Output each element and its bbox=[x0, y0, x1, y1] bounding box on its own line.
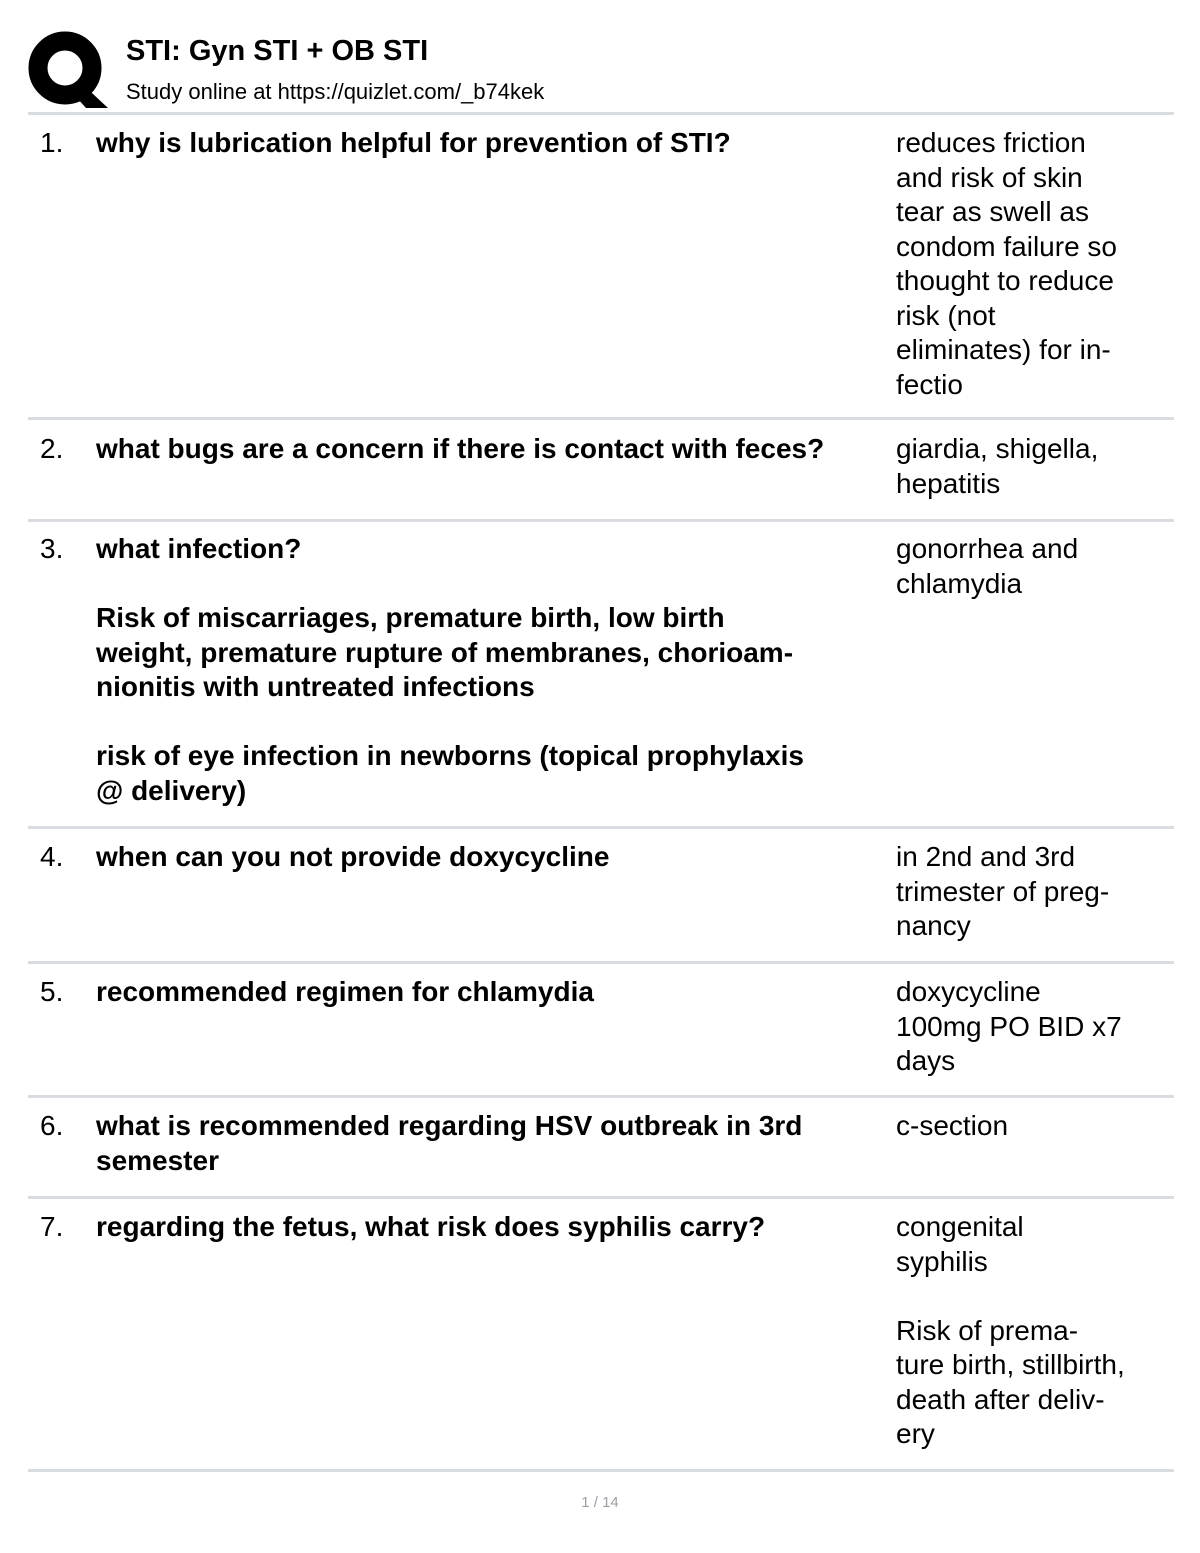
text-line: when can you not provide doxycycline bbox=[96, 841, 610, 872]
card-answer bbox=[896, 1210, 1176, 1452]
text-line: recommended regimen for chlamydia bbox=[96, 976, 594, 1007]
card-number: 1. bbox=[40, 127, 64, 158]
text-line: nancy bbox=[896, 910, 971, 941]
quizlet-logo-icon bbox=[28, 30, 108, 110]
card-answer bbox=[896, 840, 1176, 944]
divider bbox=[28, 826, 1174, 829]
page-header bbox=[28, 30, 1174, 112]
card-number: 7. bbox=[40, 1211, 64, 1242]
divider bbox=[28, 961, 1174, 964]
divider bbox=[28, 112, 1174, 115]
text-line: days bbox=[896, 1045, 956, 1076]
card-question bbox=[96, 126, 896, 161]
text-line: what bugs are a concern if there is contact with feces? bbox=[96, 433, 825, 464]
text-line: gonorrhea and bbox=[896, 533, 1079, 564]
card-answer bbox=[896, 1109, 1176, 1144]
divider bbox=[28, 519, 1174, 522]
blank-line bbox=[96, 567, 896, 602]
text-line: tear as swell as bbox=[896, 196, 1089, 227]
text-line: why is lubrication helpful for prevention of STI? bbox=[96, 127, 731, 158]
divider bbox=[28, 1469, 1174, 1472]
text-line: what is recommended regarding HSV outbreak in 3rd bbox=[96, 1110, 803, 1141]
study-online-link[interactable]: Study online at https://quizlet.com/_b74kek bbox=[126, 79, 545, 104]
text-line: regarding the fetus, what risk does syphilis carry? bbox=[96, 1211, 766, 1242]
card-number: 2. bbox=[40, 433, 64, 464]
text-line: thought to reduce bbox=[896, 265, 1114, 296]
text-line: weight, premature rupture of membranes, chorioam- bbox=[96, 636, 794, 668]
text-line: trimester of preg- bbox=[896, 875, 1110, 907]
card-number: 5. bbox=[40, 976, 64, 1007]
text-line: and risk of skin bbox=[896, 161, 1083, 193]
text-line: c-section bbox=[896, 1110, 1009, 1141]
text-line: doxycycline bbox=[896, 976, 1041, 1007]
page-number: 1 / 14 bbox=[581, 1494, 619, 1511]
card-question bbox=[96, 532, 896, 808]
card-number: 4. bbox=[40, 841, 64, 872]
text-line: 100mg PO BID x7 bbox=[896, 1010, 1122, 1042]
card-answer bbox=[896, 126, 1176, 402]
document-title: STI: Gyn STI + OB STI bbox=[126, 35, 429, 67]
text-line: reduces friction bbox=[896, 127, 1086, 158]
text-line: hepatitis bbox=[896, 467, 1001, 499]
divider bbox=[28, 1196, 1174, 1199]
text-line: ery bbox=[896, 1418, 935, 1449]
text-line: nionitis with untreated infections bbox=[96, 671, 535, 702]
card-answer bbox=[896, 975, 1176, 1079]
card-answer bbox=[896, 432, 1176, 501]
divider bbox=[28, 1095, 1174, 1098]
text-line: Risk of prema- bbox=[896, 1314, 1079, 1346]
text-line: giardia, shigella, bbox=[896, 433, 1099, 464]
text-line: condom failure so bbox=[896, 230, 1118, 262]
card-question bbox=[96, 432, 896, 467]
card-number: 6. bbox=[40, 1110, 64, 1141]
text-line: in 2nd and 3rd bbox=[896, 841, 1076, 872]
card-number: 3. bbox=[40, 533, 64, 564]
text-line: risk (not bbox=[896, 299, 996, 331]
divider bbox=[28, 417, 1174, 420]
blank-line bbox=[96, 705, 896, 740]
text-line: death after deliv- bbox=[896, 1383, 1105, 1415]
card-question bbox=[96, 975, 896, 1010]
text-line: @ delivery) bbox=[96, 774, 247, 806]
text-line: ture birth, stillbirth, bbox=[896, 1349, 1125, 1380]
text-line: semester bbox=[96, 1144, 219, 1176]
card-question bbox=[96, 840, 896, 875]
text-line: chlamydia bbox=[896, 567, 1023, 599]
text-line: Risk of miscarriages, premature birth, low birth bbox=[96, 602, 725, 633]
text-line: eliminates) for in- bbox=[896, 334, 1111, 365]
text-line: fectio bbox=[896, 368, 963, 400]
text-line: congenital bbox=[896, 1211, 1024, 1242]
card-question bbox=[96, 1210, 896, 1245]
text-line: what infection? bbox=[96, 533, 302, 564]
text-line: syphilis bbox=[896, 1245, 988, 1277]
card-question bbox=[96, 1109, 896, 1178]
card-answer bbox=[896, 532, 1176, 601]
blank-line bbox=[896, 1279, 1176, 1314]
text-line: risk of eye infection in newborns (topical prophylaxis bbox=[96, 740, 804, 771]
